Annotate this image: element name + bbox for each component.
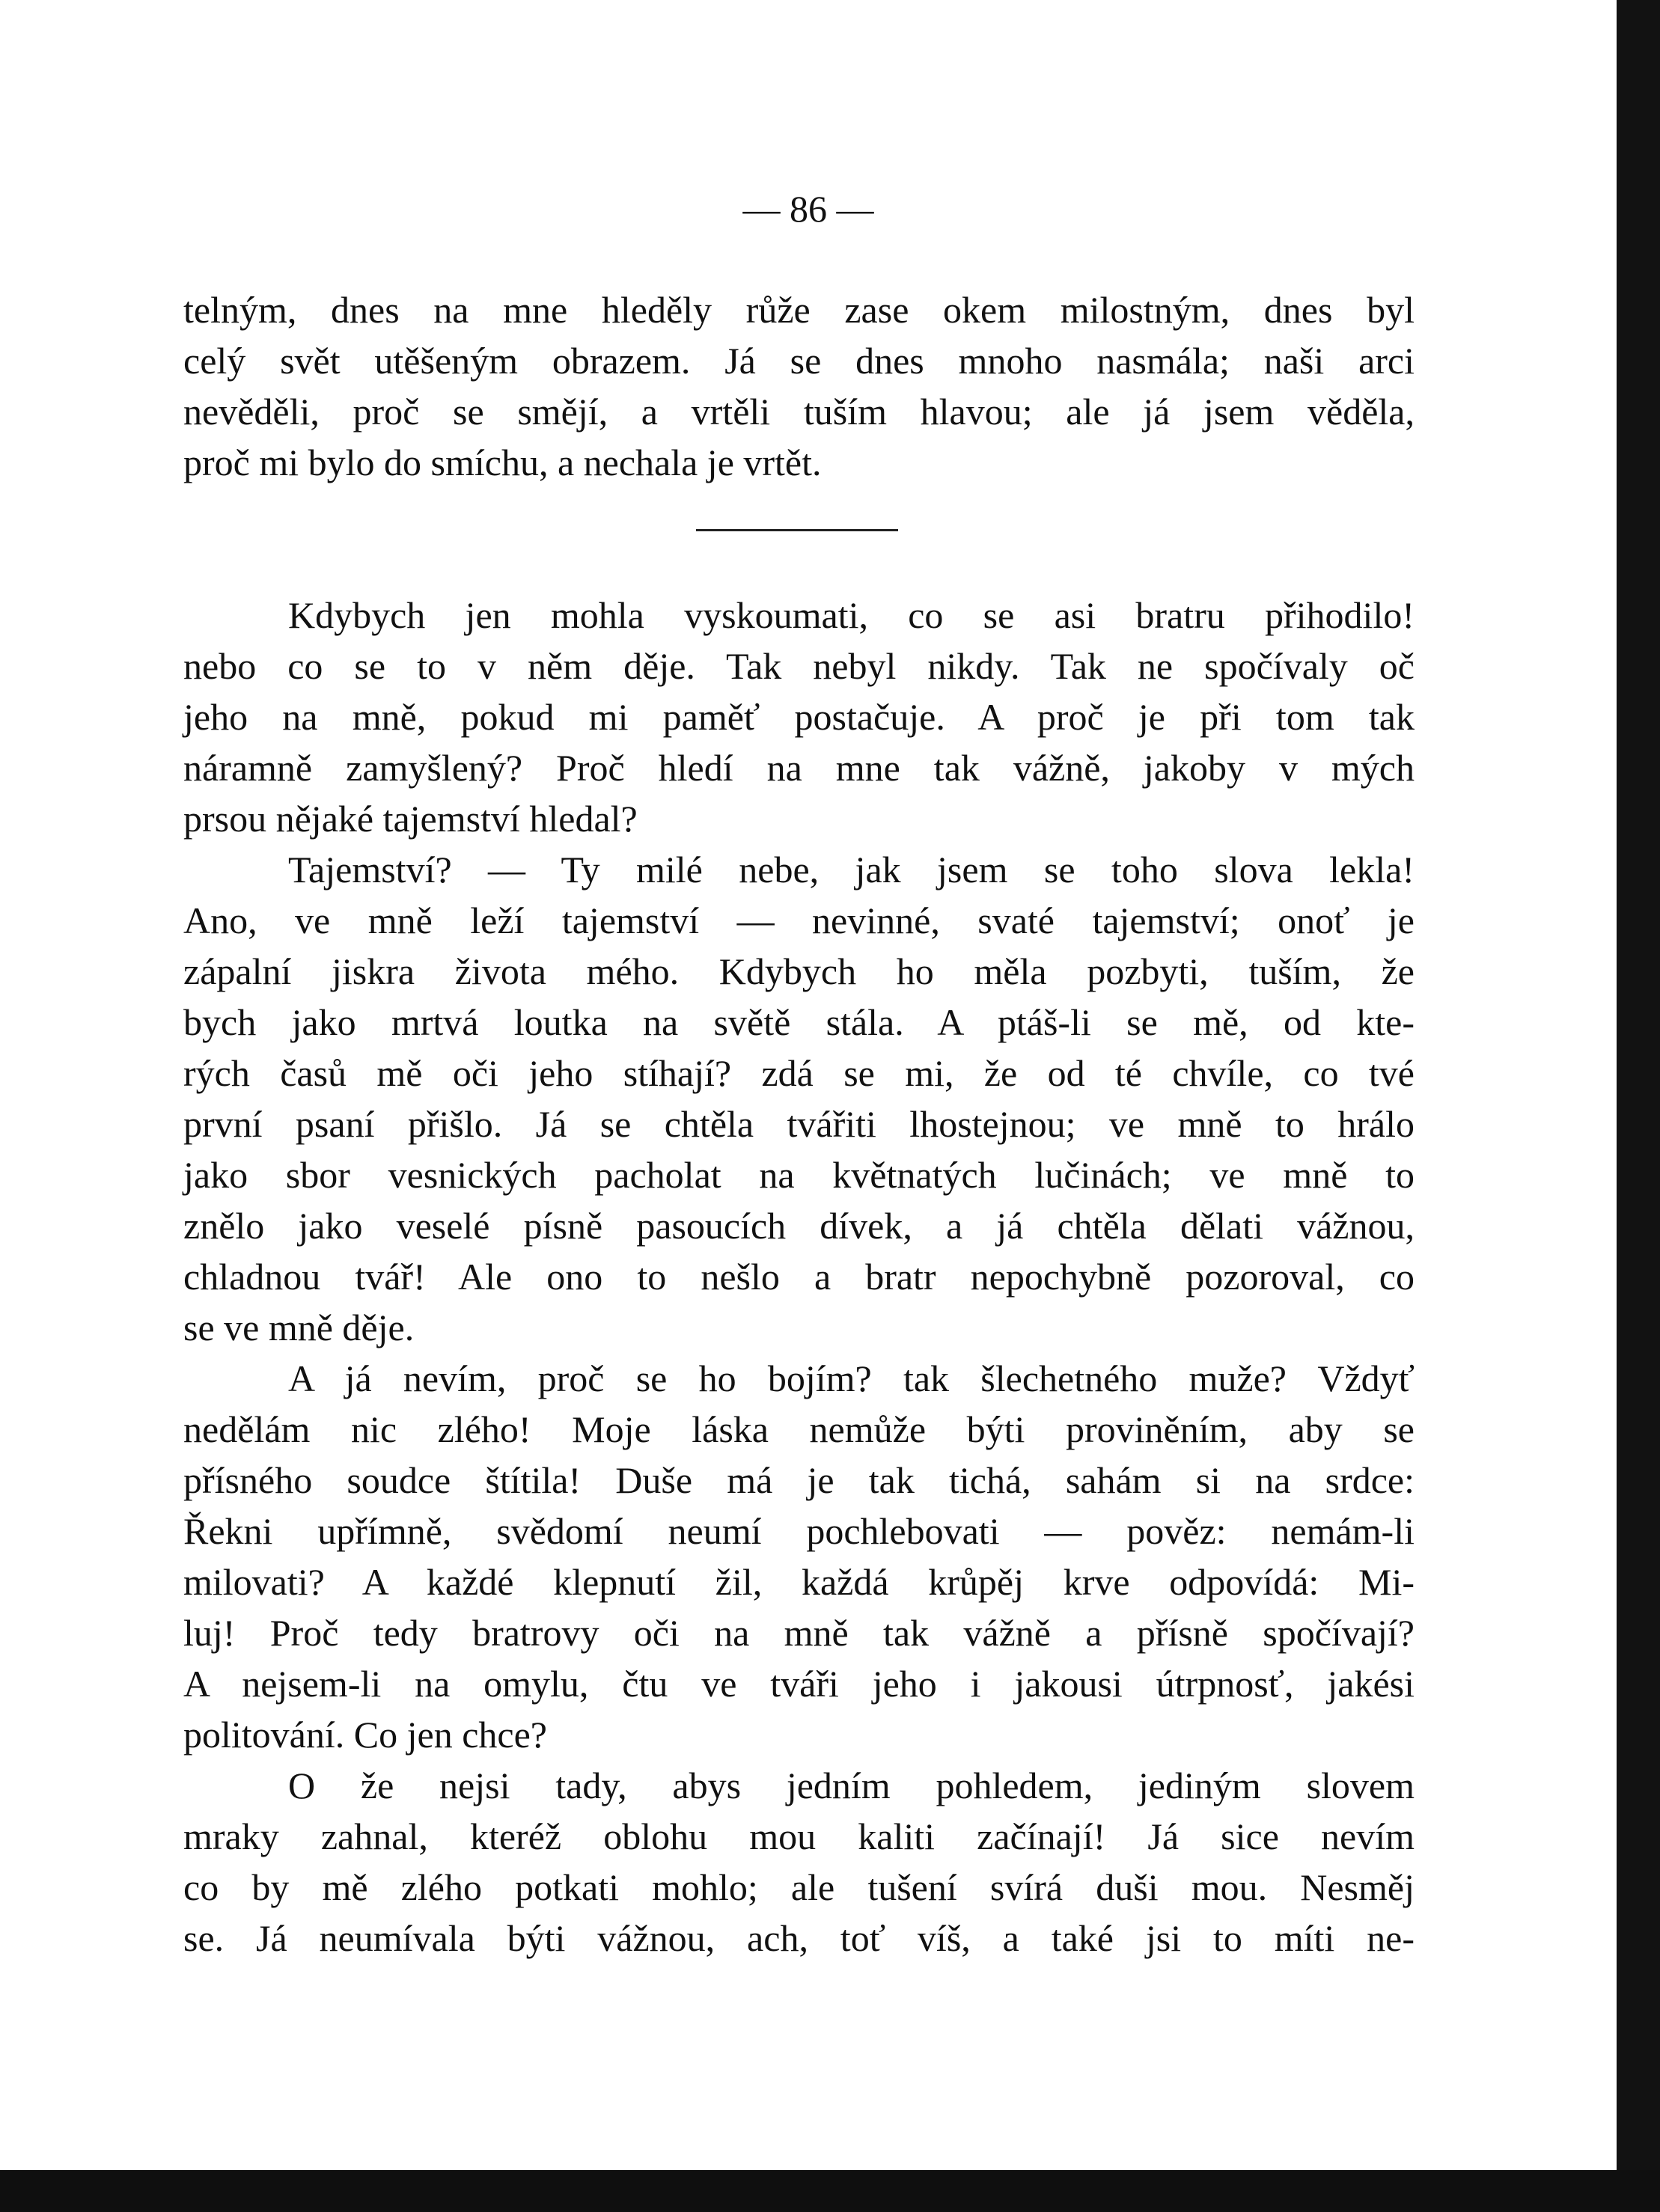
text-line: Ano, ve mně leží tajemství — nevinné, svaté tajemství; onoť je: [183, 899, 1415, 941]
page-number: — 86 —: [742, 188, 874, 230]
text-line: přísného soudce štítila! Duše má je tak tichá, sahám si na srdce:: [183, 1459, 1415, 1501]
text-line: politování. Co jen chce?: [183, 1714, 547, 1756]
text-line: se ve mně děje.: [183, 1307, 415, 1348]
text-line: mraky zahnal, kteréž oblohu mou kaliti začínají! Já sice nevím: [183, 1815, 1415, 1857]
text-line: bych jako mrtvá loutka na světě stála. A ptáš-li se mě, od kte-: [183, 1001, 1415, 1043]
text-line: jeho na mně, pokud mi paměť postačuje. A proč je při tom tak: [183, 696, 1415, 738]
text-line: luj! Proč tedy bratrovy oči na mně tak vážně a přísně spočívají?: [183, 1612, 1415, 1654]
text-line: nevěděli, proč se smějí, a vrtěli tuším hlavou; ale já jsem věděla,: [183, 391, 1415, 433]
text-line: zápalní jiskra života mého. Kdybych ho měla pozbyti, tuším, že: [183, 950, 1415, 992]
text-line: jako sbor vesnických pacholat na květnatých lučinách; ve mně to: [183, 1154, 1415, 1196]
text-line: nedělám nic zlého! Moje láska nemůže býti proviněním, aby se: [183, 1408, 1415, 1450]
section-gap: [183, 488, 1415, 590]
text-line: celý svět utěšeným obrazem. Já se dnes mnoho nasmála; naši arci: [183, 340, 1415, 382]
scan-edge-right: [1617, 0, 1660, 2212]
text-line: A nejsem-li na omylu, čtu ve tváři jeho i jakousi útrpnosť, jakési: [183, 1663, 1415, 1705]
text-line: proč mi bylo do smíchu, a nechala je vrtět.: [183, 442, 822, 483]
text-line: rých časů mě oči jeho stíhají? zdá se mi, že od té chvíle, co tvé: [183, 1052, 1415, 1094]
text-line: Kdybych jen mohla vyskoumati, co se asi bratru přihodilo!: [288, 594, 1415, 636]
text-line: chladnou tvář! Ale ono to nešlo a bratr nepochybně pozoroval, co: [183, 1256, 1415, 1298]
text-line: Tajemství? — Ty milé nebe, jak jsem se toho slova lekla!: [288, 849, 1415, 890]
text-line: telným, dnes na mne hleděly růže zase okem milostným, dnes byl: [183, 289, 1415, 331]
body-text: [183, 284, 1415, 1964]
text-line: milovati? A každé klepnutí žil, každá krůpěj krve odpovídá: Mi-: [183, 1561, 1415, 1603]
text-line: Řekni upřímně, svědomí neumí pochlebovati — pověz: nemám-li: [183, 1510, 1415, 1552]
text-line: se. Já neumívala býti vážnou, ach, toť víš, a také jsi to míti ne-: [183, 1917, 1415, 1959]
text-line: co by mě zlého potkati mohlo; ale tušení svírá duši mou. Nesměj: [183, 1866, 1415, 1908]
text-line: první psaní přišlo. Já se chtěla tvářiti lhostejnou; ve mně to hrálo: [183, 1103, 1415, 1145]
text-line: nebo co se to v něm děje. Tak nebyl nikdy. Tak ne spočívaly oč: [183, 645, 1415, 687]
text-line: A já nevím, proč se ho bojím? tak šlechetného muže? Vždyť: [288, 1357, 1415, 1399]
text-line: náramně zamyšlený? Proč hledí na mne tak vážně, jakoby v mých: [183, 747, 1415, 789]
text-line: O že nejsi tady, abys jedním pohledem, jediným slovem: [288, 1765, 1415, 1806]
text-line: prsou nějaké tajemství hledal?: [183, 798, 638, 840]
scan-edge-bottom: [0, 2170, 1660, 2212]
text-line: znělo jako veselé písně pasoucích dívek, a já chtěla dělati vážnou,: [183, 1205, 1415, 1247]
